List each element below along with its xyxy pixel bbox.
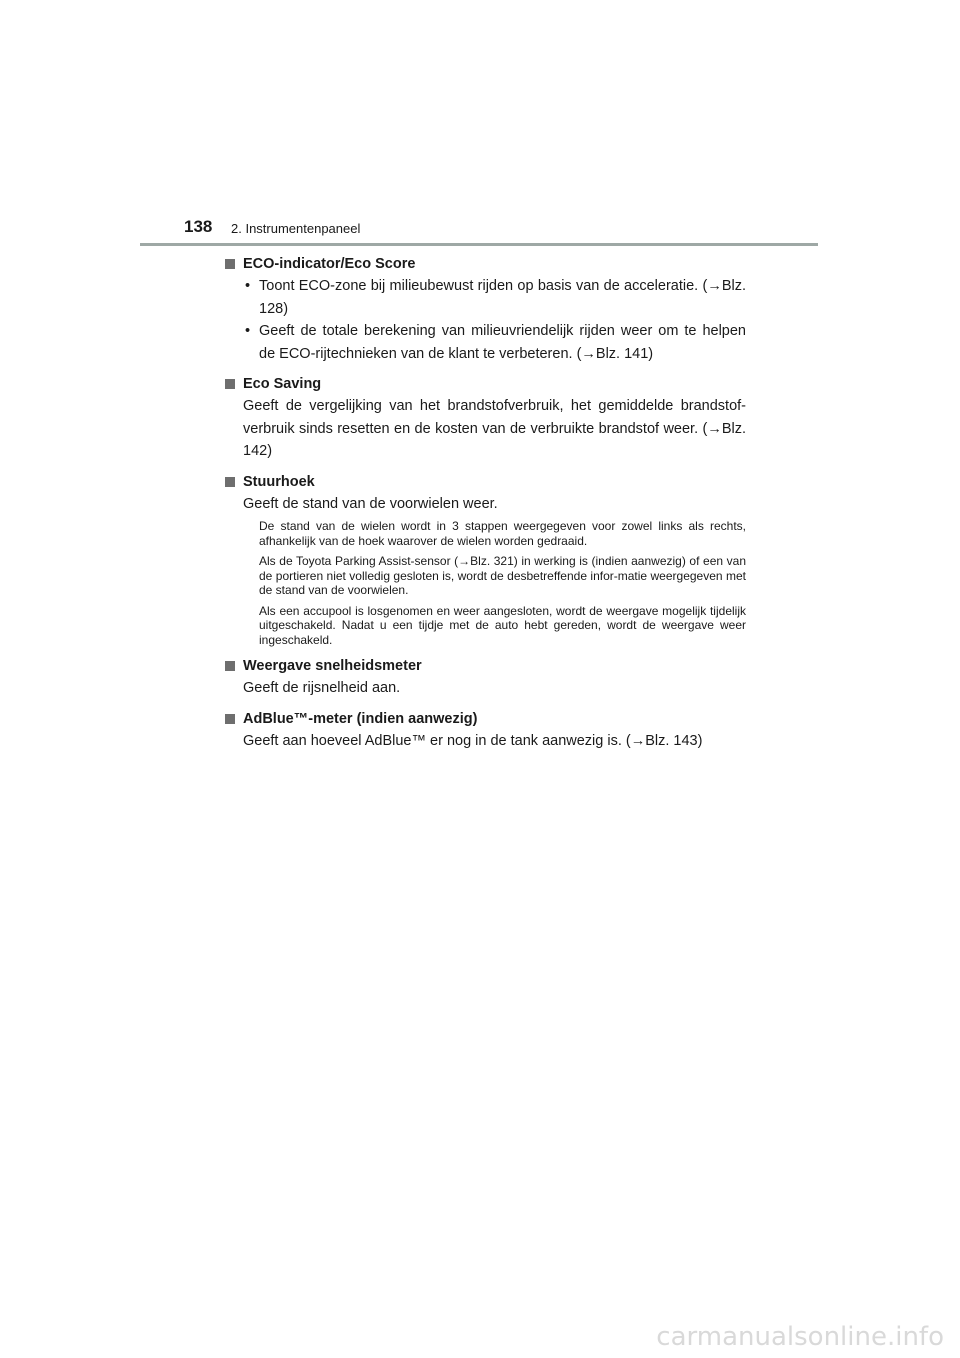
section-eco-indicator <box>222 253 746 365</box>
section-heading <box>222 373 746 395</box>
square-bullet-icon <box>225 477 235 487</box>
bullet-item <box>222 275 746 320</box>
bullet-item <box>222 320 746 365</box>
bullet-dot-icon: • <box>245 323 251 339</box>
section-body: Geeft aan hoeveel AdBlue™ er nog in de tank aanwezig is. (→Blz. 143) <box>243 732 703 749</box>
bullet-text: Toont ECO-zone bij milieubewust rijden op basis van de acceleratie. (→Blz. 128) <box>259 278 746 317</box>
section-body: Geeft de rijsnelheid aan. <box>243 680 401 696</box>
section-heading <box>222 471 746 493</box>
section-title: Weergave snelheidsmeter <box>243 658 422 674</box>
square-bullet-icon <box>225 661 235 671</box>
section-body: Geeft de stand van de voorwielen weer. <box>243 495 498 512</box>
section-title: Stuurhoek <box>243 473 315 490</box>
page-content <box>222 253 746 760</box>
section-heading <box>222 253 746 275</box>
header-rule <box>140 243 818 246</box>
square-bullet-icon <box>225 379 235 389</box>
section-heading <box>222 708 746 730</box>
section-snelheidsmeter <box>222 655 746 700</box>
watermark-logo: carmanualsonline.info <box>656 1322 944 1352</box>
section-body: Geeft de vergelijking van het brandstofverbruik, het gemiddelde brandstof-verbruik sinds resetten en de kosten van de verbruikte brandstof weer. (→Blz. 142) <box>243 398 746 459</box>
square-bullet-icon <box>225 714 235 724</box>
section-adblue <box>222 708 746 753</box>
section-stuurhoek <box>222 471 746 648</box>
section-title: AdBlue™-meter (indien aanwezig) <box>243 710 478 727</box>
section-eco-saving <box>222 373 746 463</box>
section-heading <box>222 655 746 677</box>
note-text: De stand van de wielen wordt in 3 stappen weergegeven voor zowel links als rechts, afhankelijk van de hoek waarover de wielen worden gedraaid. <box>259 519 746 548</box>
section-title: ECO-indicator/Eco Score <box>243 256 416 272</box>
chapter-title: 2. Instrumentenpaneel <box>231 221 361 236</box>
note-text: Als de Toyota Parking Assist-sensor (→Blz. 321) in werking is (indien aanwezig) of een van de portieren niet volledig gesloten is, wordt de desbetreffende infor-matie weergegeven met de stand van de voorwielen. <box>259 554 746 597</box>
square-bullet-icon <box>225 259 235 269</box>
bullet-dot-icon: • <box>245 278 251 294</box>
page-number: 138 <box>184 217 213 236</box>
section-title: Eco Saving <box>243 376 322 392</box>
note-text: Als een accupool is losgenomen en weer aangesloten, wordt de weergave mogelijk tijdelijk uitgeschakeld. Nadat u een tijdje met de auto hebt gereden, wordt de weergave weer ingeschakeld. <box>259 603 746 647</box>
bullet-text: Geeft de totale berekening van milieuvriendelijk rijden weer om te helpen de ECO-rijtechnieken van de klant te verbeteren. (→Blz. 141) <box>259 323 746 362</box>
